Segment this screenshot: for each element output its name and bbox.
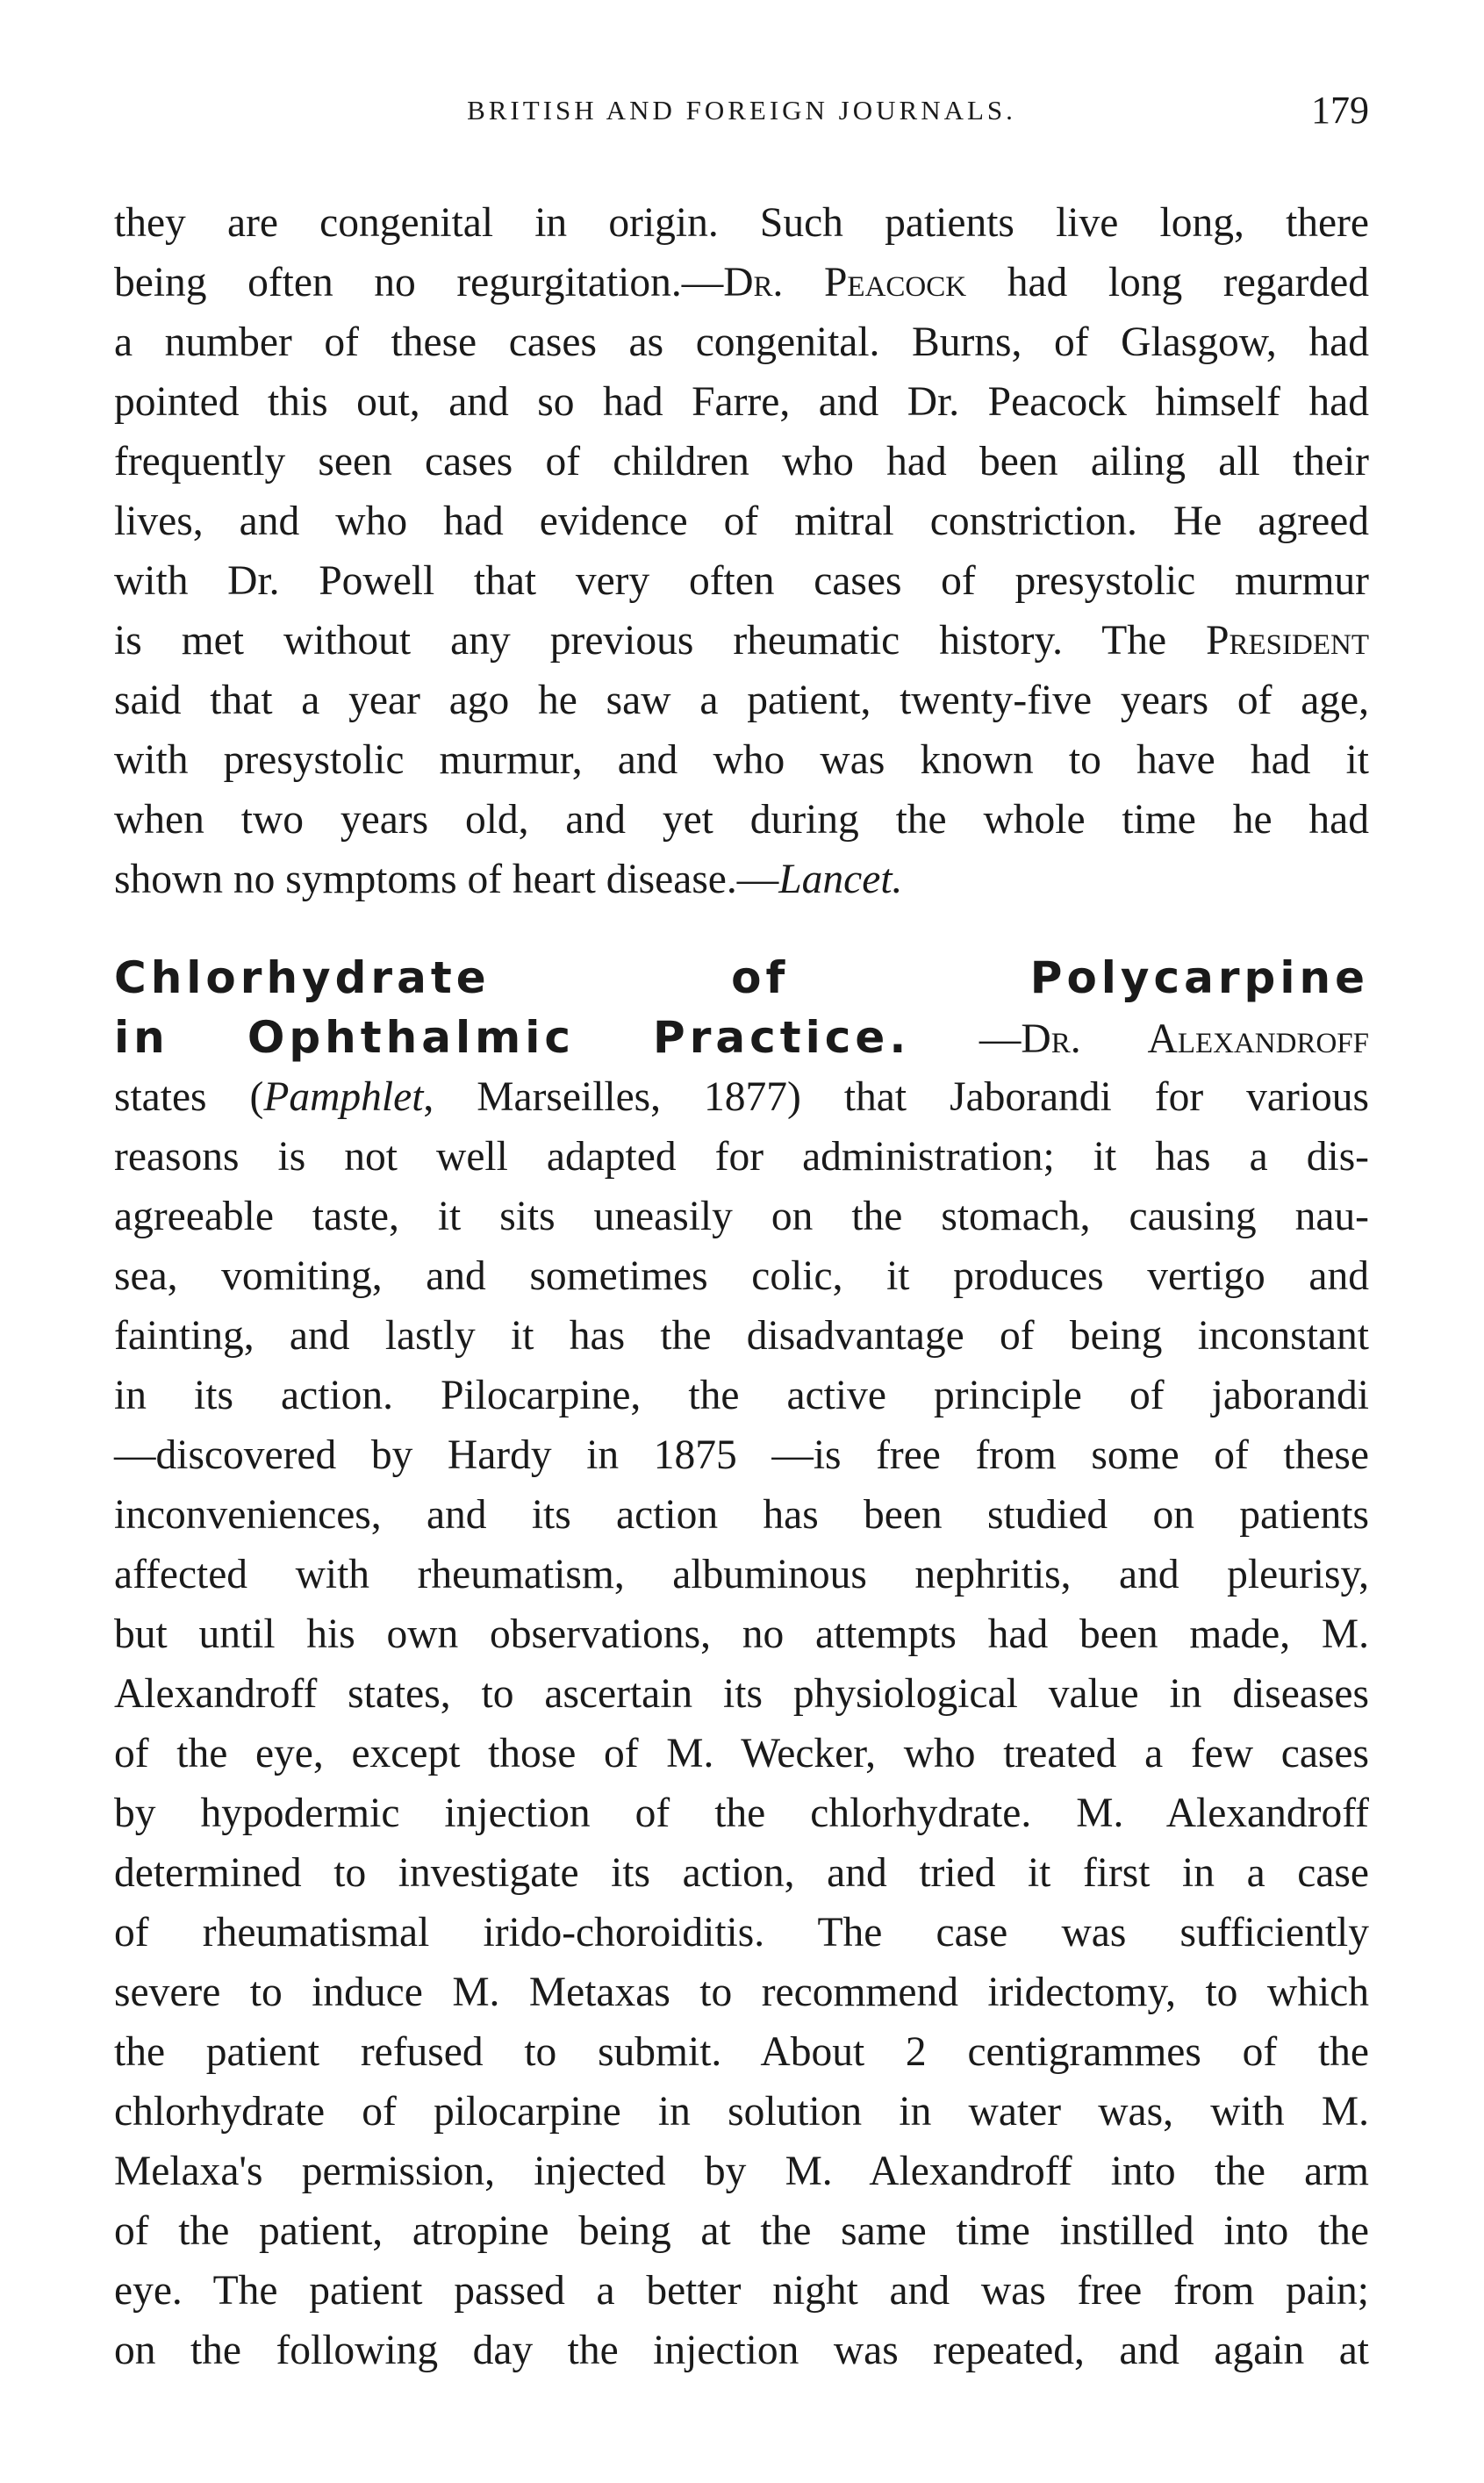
- text-line: determined to investigate its action, and tried it first in a case: [114, 1850, 1369, 1896]
- text-line: agreeable taste, it sits uneasily on the stomach, causing nau-: [114, 1194, 1369, 1239]
- text-line: affected with rheumatism, albuminous nephritis, and pleurisy,: [114, 1552, 1369, 1597]
- text-line: said that a year ago he saw a patient, twenty-five years of age,: [114, 678, 1369, 723]
- text-line: severe to induce M. Metaxas to recommend iridectomy, to which: [114, 1970, 1369, 2015]
- text-line: —discovered by Hardy in 1875 —is free from some of these: [114, 1432, 1369, 1478]
- source-citation: Lancet.: [778, 857, 903, 902]
- article-heading: Chlorhydrate of Polycarpine: [114, 952, 1369, 1003]
- text-line: on the following day the injection was repeated, and again at: [114, 2328, 1369, 2373]
- text-line: of the eye, except those of M. Wecker, who treated a few cases: [114, 1731, 1369, 1776]
- text-line: chlorhydrate of pilocarpine in solution in water was, with M.: [114, 2089, 1369, 2135]
- text-line: sea, vomiting, and sometimes colic, it produces vertigo and: [114, 1253, 1369, 1299]
- text-line: lives, and who had evidence of mitral constriction. He agreed: [114, 499, 1369, 544]
- page-number: 179: [1311, 89, 1369, 132]
- text-line: being often no regurgitation.—Dr. Peacock had long regarded: [114, 260, 1370, 305]
- text-line: with presystolic murmur, and who was known to have had it: [114, 737, 1369, 783]
- paragraph-cardiac-discussion: [114, 193, 1369, 909]
- text-line: fainting, and lastly it has the disadvantage of being inconstant: [114, 1313, 1369, 1359]
- text-line: but until his own observations, no attempts had been made, M.: [114, 1611, 1369, 1657]
- text-line: is met without any previous rheumatic history. The President: [114, 618, 1369, 664]
- article-polycarpine: [114, 948, 1369, 2380]
- text-line: by hypodermic injection of the chlorhydrate. M. Alexandroff: [114, 1790, 1369, 1836]
- text-line: in Ophthalmic Practice. —Dr. Alexandroff: [114, 1012, 1370, 1063]
- text-line: inconveniences, and its action has been studied on patients: [114, 1492, 1369, 1538]
- speaker-name: Dr. Peacock: [723, 260, 967, 305]
- text-line: with Dr. Powell that very often cases of presystolic murmur: [114, 558, 1369, 604]
- text-line: Melaxa's permission, injected by M. Alexandroff into the arm: [114, 2149, 1369, 2194]
- text-line: states (Pamphlet, Marseilles, 1877) that Jaborandi for various: [114, 1074, 1369, 1120]
- text-line: in its action. Pilocarpine, the active principle of jaborandi: [114, 1373, 1369, 1418]
- text-line: of the patient, atropine being at the same time instilled into the: [114, 2208, 1369, 2254]
- text-line: they are congenital in origin. Such patients live long, there: [114, 200, 1369, 246]
- text-line: the patient refused to submit. About 2 centigrammes of the: [114, 2029, 1369, 2075]
- text-line: frequently seen cases of children who had been ailing all their: [114, 439, 1369, 484]
- text-line: pointed this out, and so had Farre, and Dr. Peacock himself had: [114, 379, 1369, 425]
- text-line: eye. The patient passed a better night and was free from pain;: [114, 2268, 1369, 2314]
- text-line: when two years old, and yet during the whole time he had: [114, 797, 1369, 843]
- body-text: [114, 193, 1369, 2380]
- article-heading-cont: in Ophthalmic Practice.: [114, 1012, 911, 1063]
- text-line: of rheumatismal irido-choroiditis. The case was sufficiently: [114, 1910, 1369, 1956]
- text-line: Alexandroff states, to ascertain its physiological value in diseases: [114, 1671, 1369, 1717]
- text-line: shown no symptoms of heart disease.—Lancet.: [114, 857, 903, 902]
- text-line: a number of these cases as congenital. Burns, of Glasgow, had: [114, 319, 1369, 365]
- speaker-name: President: [1206, 618, 1369, 664]
- text-line: reasons is not well adapted for administration; it has a dis-: [114, 1134, 1369, 1180]
- page-header: [114, 89, 1369, 147]
- running-head: BRITISH AND FOREIGN JOURNALS.: [467, 95, 1016, 126]
- author-name: Dr. Alexandroff: [1021, 1016, 1370, 1062]
